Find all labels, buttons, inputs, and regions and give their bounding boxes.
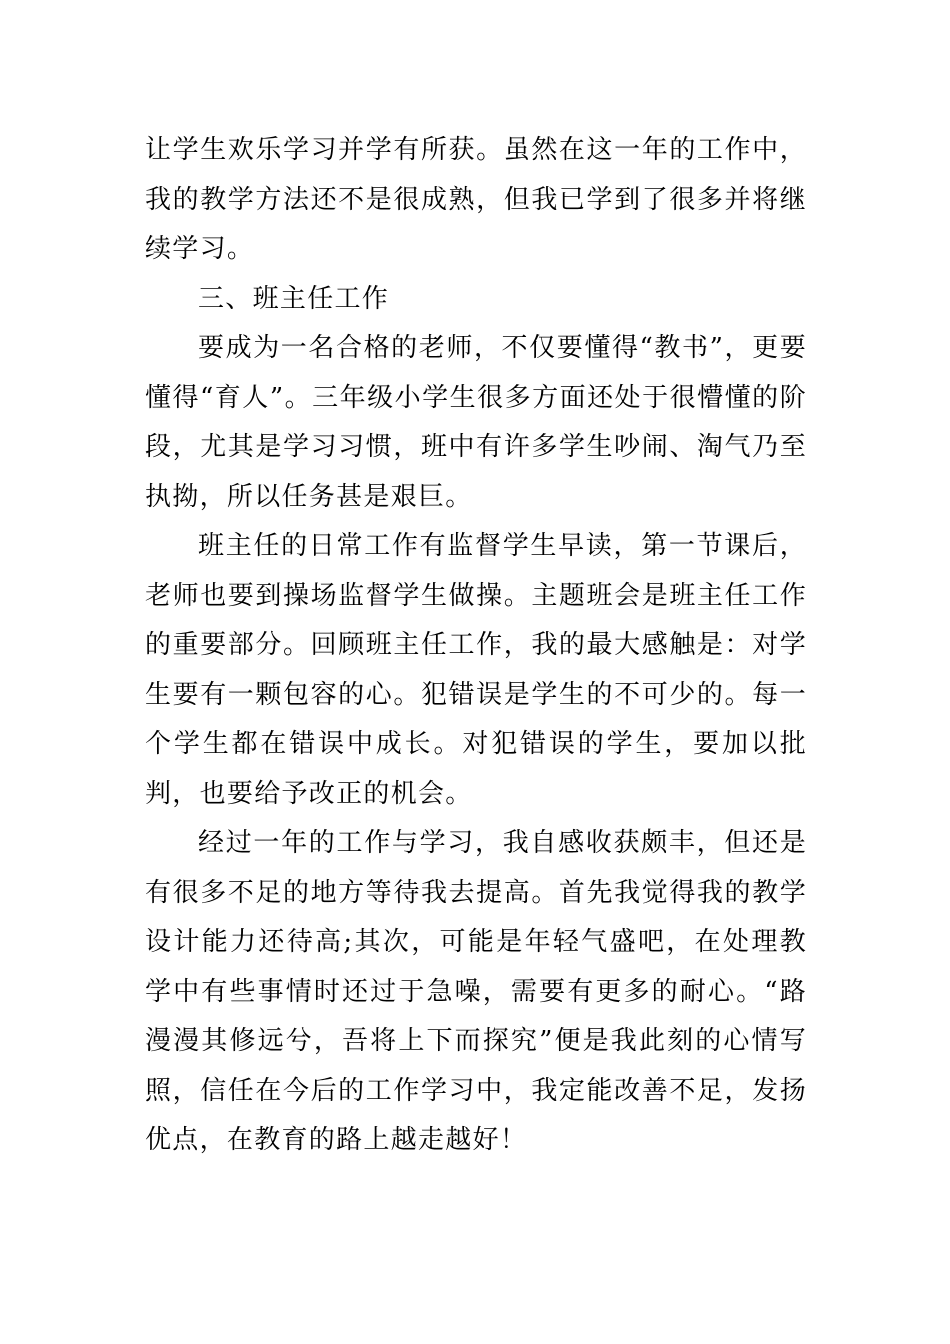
paragraph-continuation: 让学生欢乐学习并学有所获。虽然在这一年的工作中，我的教学方法还不是很成熟，但我已学到了很多并将继续学习。: [145, 135, 807, 264]
document-body: [145, 126, 807, 1166]
paragraph-daily-work: 班主任的日常工作有监督学生早读，第一节课后，老师也要到操场监督学生做操。主题班会是班主任工作的重要部分。回顾班主任工作，我的最大感触是：对学生要有一颗包容的心。犯错误是学生的不可少的。每一个学生都在错误中成长。对犯错误的学生，要加以批判，也要给予改正的机会。: [145, 531, 807, 809]
paragraph-teacher-role: 要成为一名合格的老师，不仅要懂得“教书”，更要懂得“育人”。三年级小学生很多方面还处于很懵懂的阶段，尤其是学习习惯，班中有许多学生吵闹、淘气乃至执拗，所以任务甚是艰巨。: [145, 333, 807, 512]
section-heading: 三、班主任工作: [198, 283, 390, 314]
paragraph-reflection: 经过一年的工作与学习，我自感收获颇丰，但还是有很多不足的地方等待我去提高。首先我觉得我的教学设计能力还待高;其次，可能是年轻气盛吧，在处理教学中有些事情时还过于急噪，需要有更多的耐心。“路漫漫其修远兮，吾将上下而探究”便是我此刻的心情写照，信任在今后的工作学习中，我定能改善不足，发扬优点，在教育的路上越走越好！: [145, 828, 807, 1155]
